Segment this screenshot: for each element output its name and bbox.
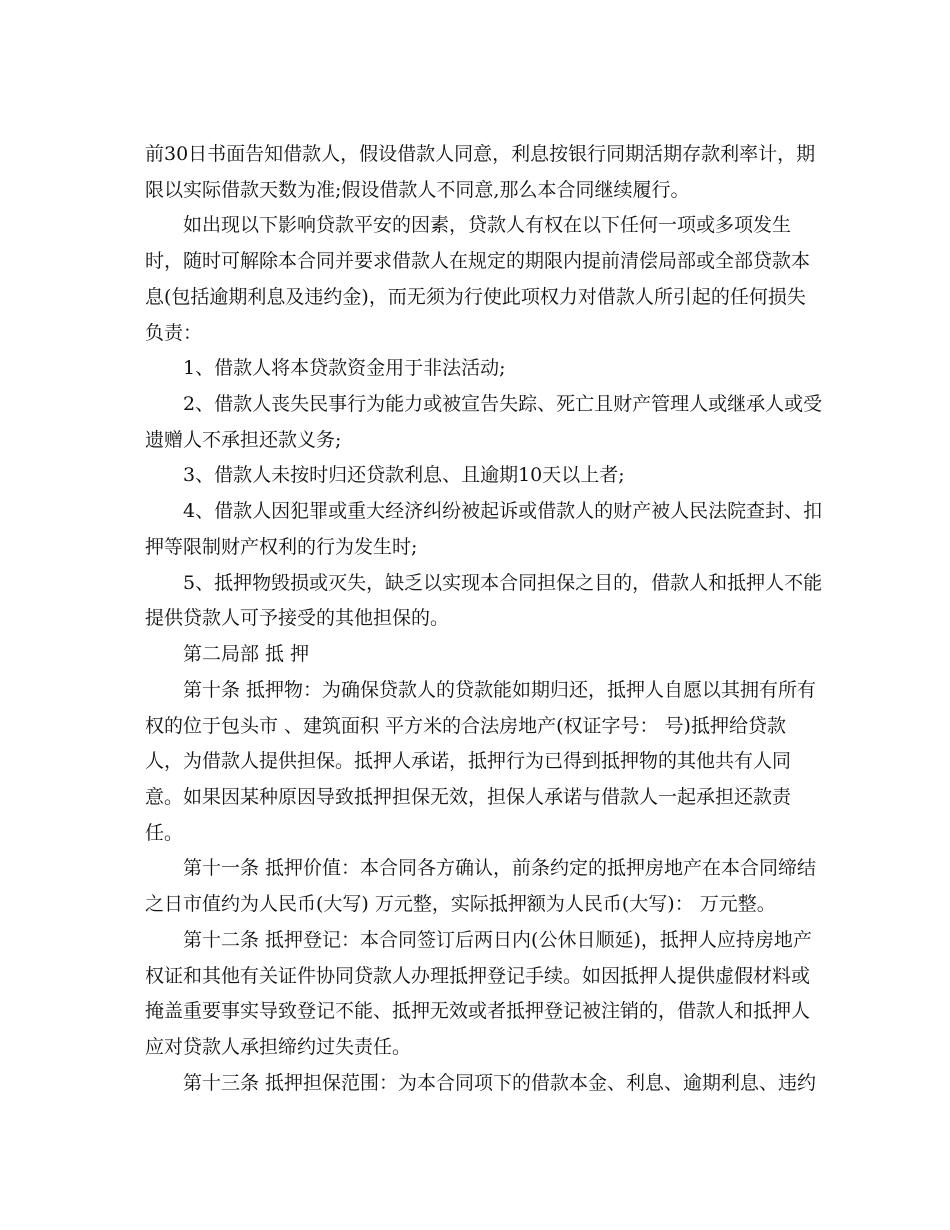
paragraph <box>145 1066 817 1102</box>
text-line: 权证和其他有关证件协同贷款人办理抵押登记手续。如因抵押人提供虚假材料或 <box>145 964 811 987</box>
text-line: 息(包括逾期利息及违约金)，而无须为行使此项权力对借款人所引起的任何损失 <box>145 285 806 308</box>
text-line: 时，随时可解除本合同并要求借款人在规定的期限内提前清偿局部或全部贷款本 <box>145 250 811 273</box>
paragraph <box>145 566 823 637</box>
text-line: 1、借款人将本贷款资金用于非法活动; <box>183 357 506 380</box>
text-line: 第二局部 抵 押 <box>183 643 310 666</box>
paragraph <box>145 208 810 351</box>
text-line: 5、抵押物毁损或灭失，缺乏以实现本合同担保之目的，借款人和抵押人不能 <box>183 571 823 594</box>
paragraph <box>145 494 823 565</box>
paragraph <box>145 387 823 458</box>
text-line: 前30日书面告知借款人，假设借款人同意，利息按银行同期活期存款利率计，期 <box>145 143 816 165</box>
text-line: 人，为借款人提供担保。抵押人承诺，抵押行为已得到抵押物的其他共有人同 <box>145 750 792 773</box>
text-line: 负责： <box>145 321 203 344</box>
paragraph <box>145 923 810 1066</box>
paragraph <box>145 673 817 852</box>
text-line: 押等限制财产权利的行为发生时; <box>145 535 418 558</box>
text-line: 应对贷款人承担缔约过失责任。 <box>145 1035 412 1058</box>
paragraph <box>145 458 810 494</box>
text-line: 任。 <box>145 821 184 844</box>
text-line: 掩盖重要事实导致登记不能、抵押无效或者抵押登记被注销的，借款人和抵押人 <box>145 1000 811 1023</box>
paragraph <box>145 851 817 922</box>
text-line: 限以实际借款天数为准;假设借款人不同意,那么本合同继续履行。 <box>145 178 690 201</box>
text-line: 权的位于包头市 、建筑面积 平方米的合法房地产(权证字号： 号)抵押给贷款 <box>145 714 786 737</box>
text-line: 意。如果因某种原因导致抵押担保无效，担保人承诺与借款人一起承担还款责 <box>145 785 792 808</box>
text-line: 遗赠人不承担还款义务; <box>145 428 342 451</box>
text-line: 第十三条 抵押担保范围：为本合同项下的借款本金、利息、逾期利息、违约 <box>183 1071 817 1094</box>
paragraph <box>145 637 810 673</box>
paragraph <box>145 137 816 208</box>
text-line: 之日市值约为人民币(大写) 万元整，实际抵押额为人民币(大写)： 万元整。 <box>145 893 776 916</box>
text-line: 3、借款人未按时归还贷款利息、且逾期10天以上者; <box>183 464 625 487</box>
text-line: 如出现以下影响贷款平安的因素，贷款人有权在以下任何一项或多项发生 <box>183 214 792 237</box>
text-line: 第十一条 抵押价值：本合同各方确认，前条约定的抵押房地产在本合同缔结 <box>183 857 817 880</box>
paragraph <box>145 351 810 387</box>
text-line: 第十条 抵押物：为确保贷款人的贷款能如期归还，抵押人自愿以其拥有所有 <box>183 678 817 701</box>
document-page <box>145 137 823 1101</box>
text-line: 提供贷款人可予接受的其他担保的。 <box>145 607 450 630</box>
text-line: 4、借款人因犯罪或重大经济纠纷被起诉或借款人的财产被人民法院查封、扣 <box>183 500 823 523</box>
text-line: 第十二条 抵押登记：本合同签订后两日内(公休日顺延)，抵押人应持房地产 <box>183 928 812 951</box>
text-line: 2、借款人丧失民事行为能力或被宣告失踪、死亡且财产管理人或继承人或受 <box>183 393 823 416</box>
